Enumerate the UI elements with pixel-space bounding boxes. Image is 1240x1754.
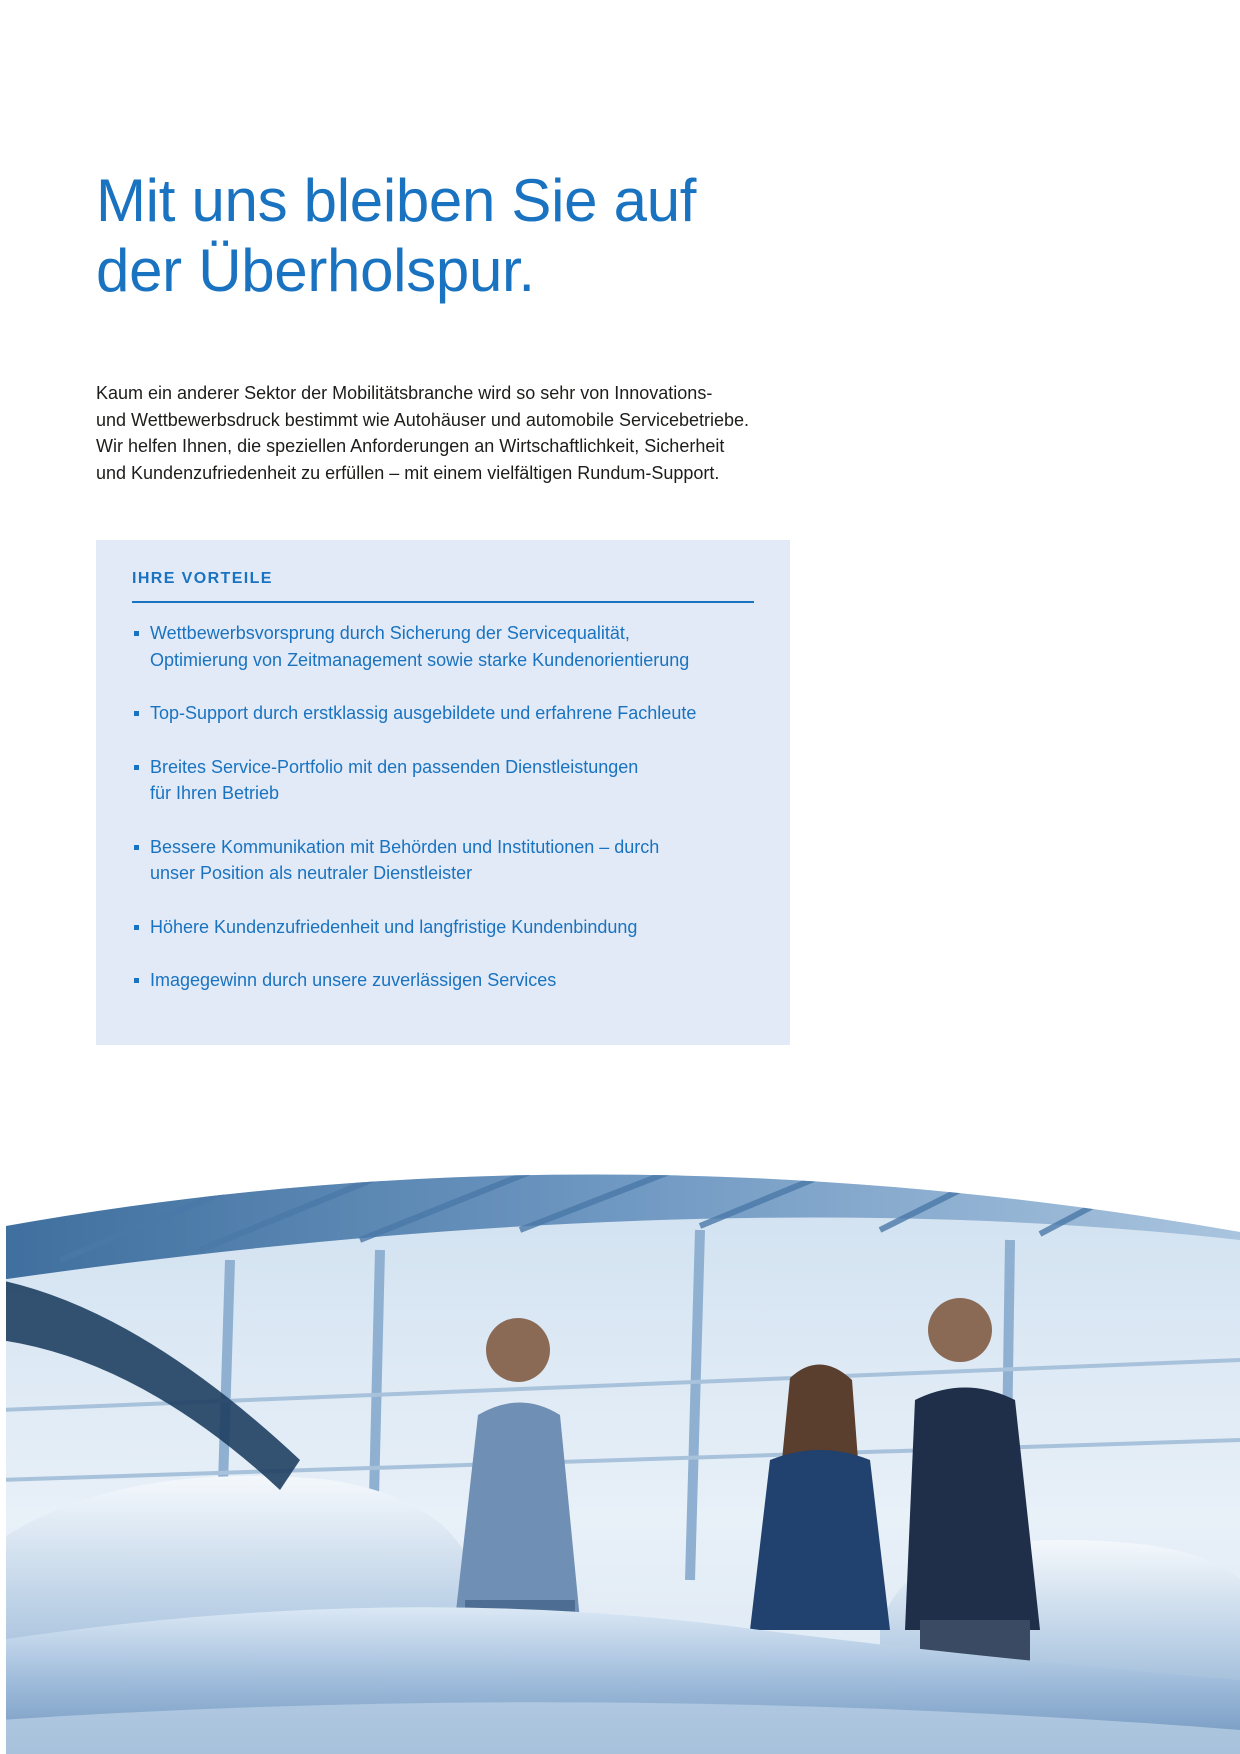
advantage-item xyxy=(132,834,772,887)
advantage-line: Bessere Kommunikation mit Behörden und Institutionen – durch xyxy=(150,836,660,857)
intro-line: und Wettbewerbsdruck bestimmt wie Autohäuser und automobile Servicebetriebe. xyxy=(96,409,750,430)
intro-line: Wir helfen Ihnen, die speziellen Anforderungen an Wirtschaftlichkeit, Sicherheit xyxy=(96,436,725,456)
advantage-line: unser Position als neutraler Dienstleister xyxy=(150,863,473,883)
bullet-icon xyxy=(134,711,139,716)
advantages-panel xyxy=(96,540,790,1045)
advantages-title: IHRE VORTEILE xyxy=(132,570,273,587)
intro-paragraph xyxy=(96,380,796,486)
advantage-line: für Ihren Betrieb xyxy=(150,783,280,803)
advantages-list xyxy=(132,620,772,1021)
advantage-item xyxy=(132,754,772,807)
showroom-photo xyxy=(0,1160,1240,1754)
advantage-text xyxy=(150,700,772,727)
advantage-line: Imagegewinn durch unsere zuverlässigen Services xyxy=(150,970,557,990)
advantage-line: Breites Service-Portfolio mit den passenden Dienstleistungen xyxy=(150,756,639,777)
headline-line-1: Mit uns bleiben Sie auf xyxy=(96,167,697,234)
advantage-text xyxy=(150,620,772,673)
advantage-line: Top-Support durch erstklassig ausgebildete und erfahrene Fachleute xyxy=(150,703,697,723)
advantage-line: Höhere Kundenzufriedenheit und langfristige Kundenbindung xyxy=(150,916,638,937)
bullet-icon xyxy=(134,978,139,983)
advantages-divider xyxy=(132,601,754,603)
advantage-line: Optimierung von Zeitmanagement sowie starke Kundenorientierung xyxy=(150,649,690,670)
advantage-item xyxy=(132,700,772,727)
page-headline xyxy=(96,166,796,306)
advantage-text xyxy=(150,754,772,807)
advantage-item xyxy=(132,914,772,941)
headline-line-2: der Überholspur. xyxy=(96,237,535,304)
advantage-line: Wettbewerbsvorsprung durch Sicherung der Servicequalität, xyxy=(150,623,630,643)
advantage-text xyxy=(150,967,772,994)
advantage-item xyxy=(132,967,772,994)
intro-line: Kaum ein anderer Sektor der Mobilitätsbranche wird so sehr von Innovations- xyxy=(96,383,713,403)
bullet-icon xyxy=(134,765,139,770)
intro-line: und Kundenzufriedenheit zu erfüllen – mit einem vielfältigen Rundum-Support. xyxy=(96,462,720,483)
bullet-icon xyxy=(134,925,139,930)
advantage-text xyxy=(150,914,772,941)
bullet-icon xyxy=(134,631,139,636)
advantage-item xyxy=(132,620,772,673)
advantage-text xyxy=(150,834,772,887)
bullet-icon xyxy=(134,845,139,850)
